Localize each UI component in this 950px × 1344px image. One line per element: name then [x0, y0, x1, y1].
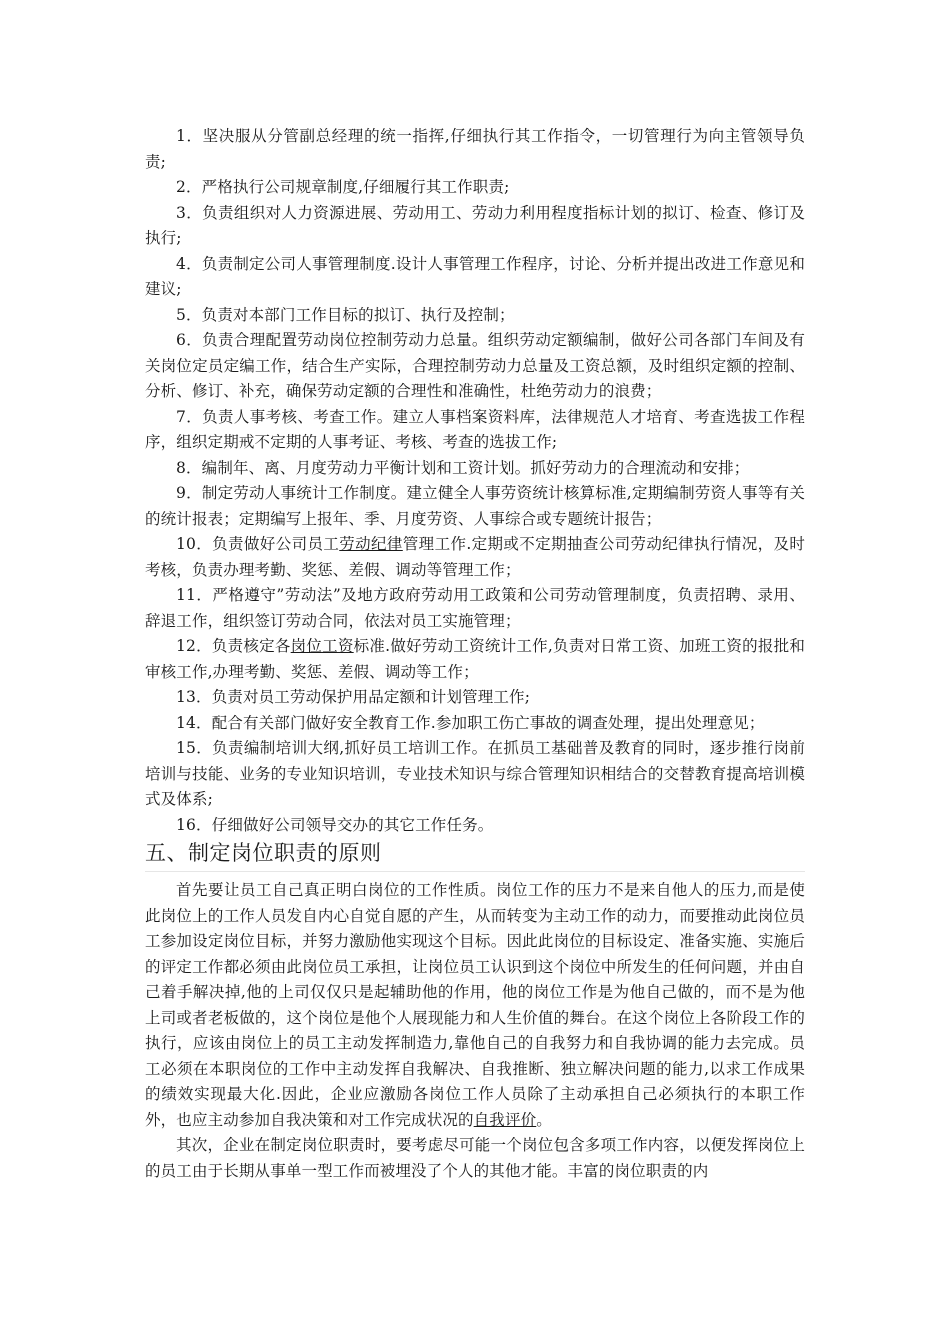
- duty-number: 11．: [176, 586, 213, 604]
- duty-number: 15．: [176, 739, 213, 757]
- duty-text: 负责合理配置劳动岗位控制劳动力总量。组织劳动定额编制，做好公司各部门车间及有关岗位定员定编工作，结合生产实际，合理控制劳动力总量及工资总额，及时组织定额的控制、分析、修订、补充，确保劳动定额的合理性和准确性，杜绝劳动力的浪费；: [145, 331, 805, 400]
- duty-item: [145, 252, 805, 303]
- duty-text: 负责编制培训大纲,抓好员工培训工作。在抓员工基础普及教育的同时，逐步推行岗前培训与技能、业务的专业知识培训，专业技术知识与综合管理知识相结合的交替教育提高培训模式及体系;: [145, 739, 805, 808]
- duty-number: 3．: [176, 203, 203, 222]
- principle-paragraph-2: 其次，企业在制定岗位职责时，要考虑尽可能一个岗位包含多项工作内容，以便发挥岗位上的员工由于长期从事单一型工作而被埋没了个人的其他才能。丰富的岗位职责的内: [145, 1136, 805, 1180]
- duty-text: 负责制定公司人事管理制度.设计人事管理工作程序，讨论、分析并提出改进工作意见和建议;: [145, 254, 805, 298]
- duty-text: 严格遵守”劳动法”及地方政府劳动用工政策和公司劳动管理制度，负责招聘、录用、辞退工作，组织签订劳动合同，依法对员工实施管理；: [145, 586, 805, 630]
- duty-link[interactable]: 劳动纪律: [339, 535, 403, 553]
- duty-number: 5．: [176, 305, 202, 324]
- duty-text: 配合有关部门做好安全教育工作.参加职工伤亡事故的调查处理，提出处理意见；: [211, 713, 765, 732]
- duty-item: [145, 405, 805, 456]
- duty-number: 14．: [176, 713, 212, 732]
- duty-text: 严格执行公司规章制度,仔细履行其工作职责;: [201, 178, 510, 196]
- duty-number: 10．: [176, 535, 213, 553]
- duty-text: 标准.做好劳动工资统计工作,负责对日常工资、加班工资的报批和审核工作,办理考勤、奖惩、差假、调动等工作；: [145, 637, 805, 681]
- duty-number: 4．: [176, 254, 202, 273]
- duty-number: 16．: [176, 815, 212, 834]
- duty-text: 负责组织对人力资源进展、劳动用工、劳动力利用程度指标计划的拟订、检查、修订及执行;: [145, 203, 805, 247]
- duty-number: 9．: [176, 484, 202, 502]
- duty-item: [145, 201, 805, 252]
- duty-text: 管理工作.定期或不定期抽查公司劳动纪律执行情况，及时考核，负责办理考勤、奖惩、差假、调动等管理工作；: [145, 535, 805, 579]
- duty-text: 坚决服从分管副总经理的统一指挥,仔细执行其工作指令，一切管理行为向主管领导负责;: [145, 127, 805, 171]
- duty-list: [145, 124, 805, 838]
- duty-text: 负责对本部门工作目标的拟订、执行及控制；: [201, 305, 515, 324]
- duty-item: [145, 481, 805, 532]
- duty-item: [145, 711, 805, 737]
- duty-item: [145, 456, 805, 482]
- principle-paragraph-1: [145, 878, 805, 1133]
- duty-item: [145, 303, 805, 329]
- duty-item: [145, 124, 805, 175]
- duty-text: 负责做好公司员工: [212, 535, 340, 553]
- duty-item: [145, 583, 805, 634]
- duty-item: [145, 328, 805, 405]
- duty-text: 仔细做好公司领导交办的其它工作任务。: [211, 815, 494, 834]
- paragraph-text: 。: [536, 1110, 552, 1129]
- duty-text: 制定劳动人事统计工作制度。建立健全人事劳资统计核算标准,定期编制劳资人事等有关的统计报表；定期编写上报年、季、月度劳资、人事综合或专题统计报告；: [145, 484, 805, 528]
- duty-item: [145, 634, 805, 685]
- paragraph-text: 首先要让员工自己真正明白岗位的工作性质。岗位工作的压力不是来自他人的压力,而是使此岗位上的工作人员发自内心自觉自愿的产生，从而转变为主动工作的动力，而要推动此岗位员工参加设定岗位目标，并努力激励他实现这个目标。因此此岗位的目标设定、准备实施、实施后的评定工作都必须由此岗位员工承担，让岗位员工认识到这个岗位中所发生的任何问题，并由自己着手解决掉,他的上司仅仅只是起辅助他的作用，他的岗位工作是为他自己做的，而不是为他上司或者老板做的，这个岗位是他个人展现能力和人生价值的舞台。在这个岗位上各阶段工作的执行，应该由岗位上的员工主动发挥制造力,靠他自己的自我努力和自我协调的能力去完成。员工必须在本职岗位的工作中主动发挥自我解决、自我推断、独立解决问题的能力,以求工作成果的绩效实现最大化.因此，企业应激励各岗位工作人员除了主动承担自己必须执行的本职工作外，也应主动参加自我决策和对工作完成状况的: [145, 881, 805, 1129]
- duty-link[interactable]: 岗位工资: [290, 637, 354, 655]
- duty-number: 8．: [176, 458, 202, 477]
- duty-number: 1．: [176, 127, 203, 145]
- duty-number: 7．: [176, 407, 203, 426]
- duty-item: [145, 685, 805, 711]
- document-page: [145, 124, 805, 1184]
- duty-number: 13．: [176, 688, 212, 706]
- duty-text: 负责核定各: [211, 637, 291, 655]
- duty-item: [145, 736, 805, 813]
- duty-text: 负责对员工劳动保护用品定额和计划管理工作;: [211, 688, 531, 706]
- duty-item: [145, 813, 805, 839]
- duty-number: 12．: [176, 637, 212, 655]
- section-heading: 五、制定岗位职责的原则: [145, 838, 805, 872]
- duty-item: [145, 175, 805, 201]
- duty-text: 编制年、离、月度劳动力平衡计划和工资计划。抓好劳动力的合理流动和安排；: [201, 458, 750, 477]
- duty-item: [145, 532, 805, 583]
- self-evaluation-link[interactable]: 自我评价: [473, 1110, 537, 1129]
- duty-number: 2．: [176, 178, 202, 196]
- duty-number: 6．: [176, 331, 203, 349]
- duty-text: 负责人事考核、考查工作。建立人事档案资料库，法律规范人才培育、考查选拔工作程序，组织定期戒不定期的人事考证、考核、考查的选拔工作;: [145, 407, 805, 451]
